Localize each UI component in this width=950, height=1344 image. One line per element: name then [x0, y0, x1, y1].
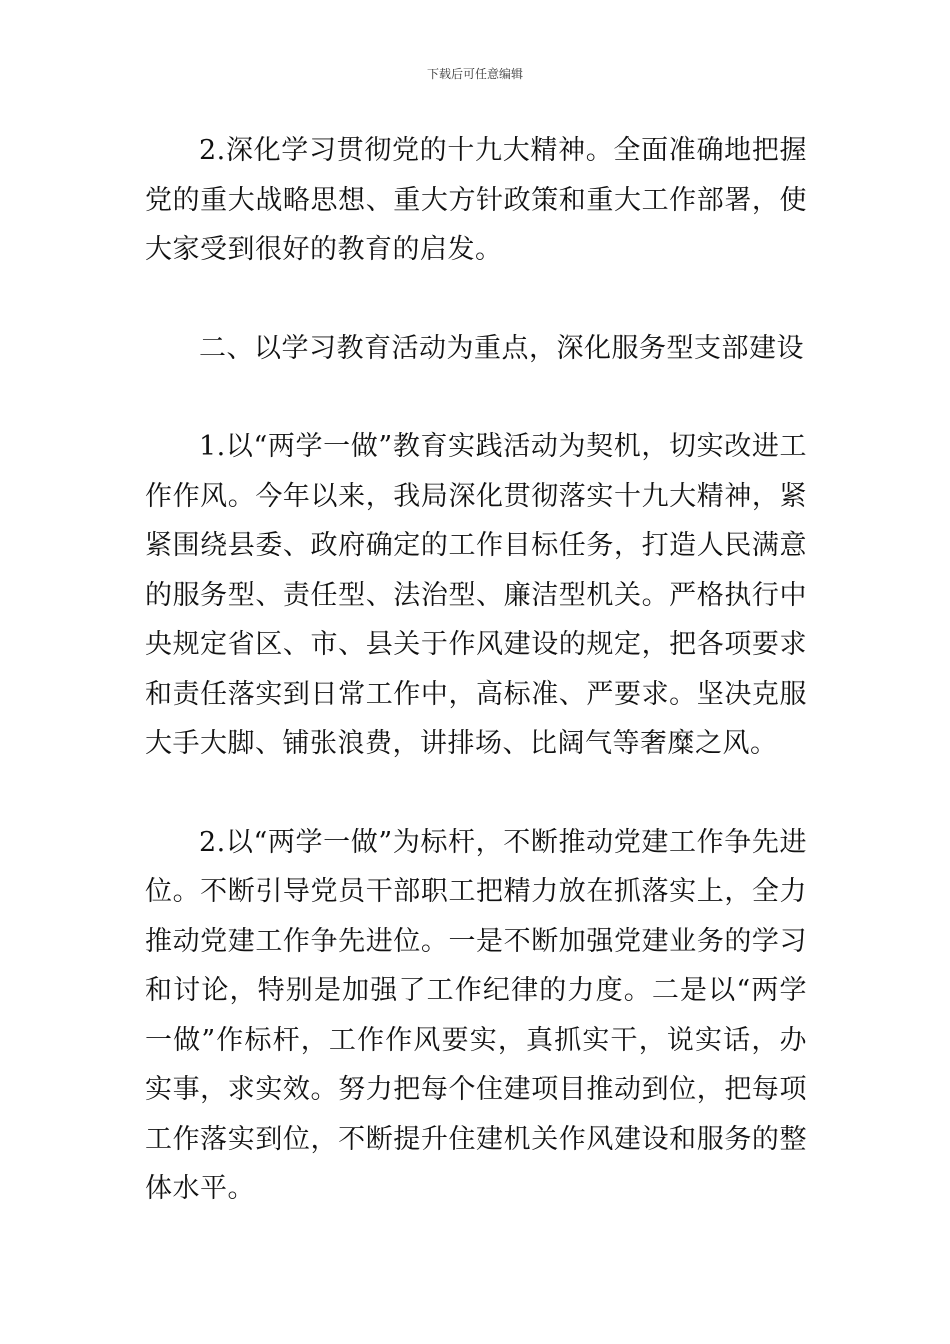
paragraph-benchmark: 2.以“两学一做”为标杆，不断推动党建工作争先进位。不断引导党员干部职工把精力放在抓落实上，全力推动党建工作争先进位。一是不断加强党建业务的学习和讨论，特别是加强了工作纪律的力度。二是以“两学一做”作标杆，工作作风要实，真抓实干，说实话，办实事，求实效。努力把每个住建项目推动到位，把每项工作落实到位，不断提升住建机关作风建设和服务的整体水平。: [145, 826, 807, 1204]
paragraph-work-style: 1.以“两学一做”教育实践活动为契机，切实改进工作作风。今年以来，我局深化贯彻落实十九大精神，紧紧围绕县委、政府确定的工作目标任务，打造人民满意的服务型、责任型、法治型、廉洁型机关。严格执行中央规定省区、市、县关于作风建设的规定，把各项要求和责任落实到日常工作中，高标准、严要求。坚决克服大手大脚、铺张浪费，讲排场、比阔气等奢糜之风。: [145, 431, 807, 759]
page-header: 下载后可任意编辑: [426, 67, 523, 81]
section-heading-two: 二、以学习教育活动为重点，深化服务型支部建设: [199, 332, 804, 364]
paragraph-study-spirit: 2.深化学习贯彻党的十九大精神。全面准确地把握党的重大战略思想、重大方针政策和重大工作部署，使大家受到很好的教育的启发。: [145, 135, 807, 265]
document-body: [145, 126, 807, 1214]
